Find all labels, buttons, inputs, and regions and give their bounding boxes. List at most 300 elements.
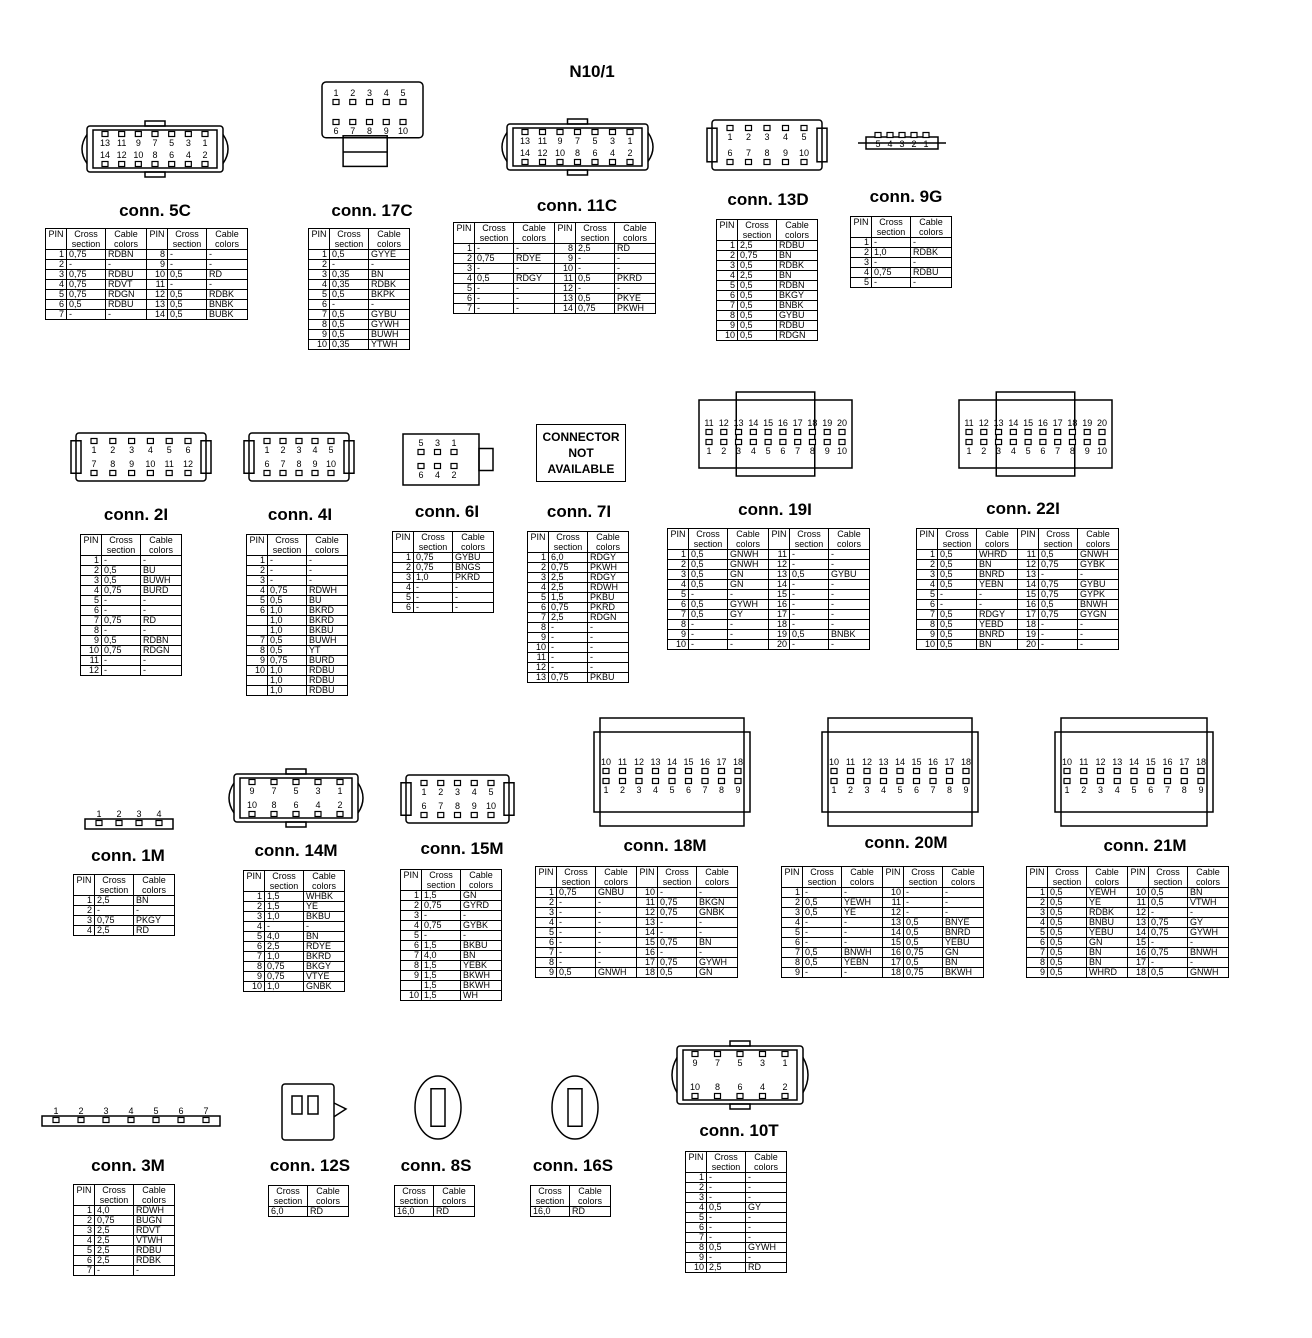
pin-number: 10 — [600, 757, 612, 767]
pin-terminal — [636, 779, 642, 784]
connector-title: conn. 9G — [869, 187, 943, 206]
cross-section-cell: 0,75 — [422, 921, 461, 931]
cable-color-cell: BUWH — [141, 576, 182, 586]
pin-cell: 1 — [851, 238, 872, 248]
pin-terminal — [169, 132, 175, 137]
pin-cell: 9 — [247, 656, 268, 666]
cable-color-cell: RDBK — [207, 290, 248, 300]
table-row — [528, 603, 629, 613]
pin-terminal — [1198, 769, 1204, 774]
pin-cell: 8 — [686, 1243, 707, 1253]
table-row — [1027, 888, 1229, 898]
pin-cell: 2 — [536, 898, 557, 908]
pin-cell: 12 — [81, 666, 102, 676]
pin-number: 12 — [718, 418, 729, 428]
pin-cell: 16 — [637, 948, 658, 958]
cable-colors-header: Cable colors — [570, 1186, 611, 1207]
pin-table-3m — [73, 1184, 175, 1276]
pin-terminal — [780, 430, 786, 435]
pin-terminal — [1064, 769, 1070, 774]
table-row — [401, 961, 502, 971]
pin-terminal — [875, 133, 881, 138]
pin-terminal — [315, 780, 321, 785]
cross-section-cell: - — [790, 580, 829, 590]
table-row — [81, 666, 182, 676]
cross-section-cell: 2,5 — [549, 573, 588, 583]
cable-color-cell: BN — [977, 640, 1018, 650]
pin-terminal — [963, 779, 969, 784]
cross-section-cell: 6,0 — [269, 1207, 308, 1217]
pin-number: 5 — [328, 445, 334, 455]
cable-color-cell: RDVT — [106, 280, 147, 290]
pin-terminal — [947, 769, 953, 774]
pin-cell: 2 — [247, 566, 268, 576]
pin-number: 17 — [944, 757, 955, 767]
pin-cell: 17 — [883, 958, 904, 968]
pin-number: 12 — [978, 418, 989, 428]
pin-cell: 14 — [637, 928, 658, 938]
cable-colors-header: Cable colors — [106, 229, 147, 250]
table-row — [536, 898, 738, 908]
table-row — [528, 573, 629, 583]
cable-color-cell: GY — [1188, 918, 1229, 928]
table-row — [536, 908, 738, 918]
table-row — [247, 616, 348, 626]
cable-color-cell: - — [615, 264, 656, 274]
cable-color-cell: GN — [728, 580, 769, 590]
cable-color-cell: RD — [207, 270, 248, 280]
cross-section-cell: 0,5 — [689, 550, 728, 560]
pin-cell: 4 — [454, 274, 475, 284]
cross-section-cell: - — [168, 280, 207, 290]
cable-color-cell: GN — [461, 891, 502, 901]
cable-color-cell: - — [697, 888, 738, 898]
cross-section-cell: - — [95, 906, 134, 916]
pin-cell: 12 — [528, 663, 549, 673]
pin-cell: 1 — [401, 891, 422, 901]
connector-title: conn. 5C — [119, 201, 191, 220]
cross-section-cell: 0,75 — [549, 563, 588, 573]
cross-section-cell: 2,5 — [95, 896, 134, 906]
pin-terminal — [110, 439, 116, 444]
cable-color-cell: BN — [461, 951, 502, 961]
cable-color-cell: - — [588, 643, 629, 653]
pin-terminal — [328, 471, 334, 476]
pin-terminal — [966, 430, 972, 435]
pin-cell: 1 — [668, 550, 689, 560]
pin-number: 3 — [136, 809, 142, 819]
connector-22i-drawing — [957, 390, 1114, 478]
cross-section-cell: 1,5 — [422, 991, 461, 1001]
pin-number: 7 — [795, 446, 801, 456]
pin-number: 7 — [152, 138, 158, 148]
pin-cell: 1 — [74, 1206, 95, 1216]
cable-color-cell: VTWH — [1188, 898, 1229, 908]
pin-table-17c — [308, 228, 410, 350]
table-header-row — [717, 220, 818, 241]
pin-cell: 7 — [46, 310, 67, 320]
pin-terminal — [119, 162, 125, 167]
cross-section-cell: 0,5 — [1048, 898, 1087, 908]
pin-cell: 12 — [769, 560, 790, 570]
pin-cell: 10 — [883, 888, 904, 898]
cable-color-cell: BUWH — [307, 636, 348, 646]
table-row — [81, 576, 182, 586]
cross-section-cell: 1,0 — [265, 952, 304, 962]
table-row — [244, 972, 345, 982]
pin-terminal — [1148, 769, 1154, 774]
table-row — [851, 258, 952, 268]
cross-section-cell: 0,5 — [330, 330, 369, 340]
pin-terminal — [280, 471, 286, 476]
cross-section-cell: - — [707, 1193, 746, 1203]
pin-cell: 1 — [244, 892, 265, 902]
cable-color-cell: RDBU — [307, 666, 348, 676]
cross-section-cell: 1,0 — [414, 573, 453, 583]
cross-section-cell: 1,5 — [265, 892, 304, 902]
cross-section-cell: - — [268, 556, 307, 566]
pin-table-8s — [394, 1185, 475, 1217]
cable-color-cell: - — [453, 583, 494, 593]
cable-colors-header: Cable colors — [842, 867, 883, 888]
table-row — [536, 948, 738, 958]
table-row — [401, 911, 502, 921]
pin-number: 11 — [537, 136, 548, 146]
cross-section-cell: - — [576, 284, 615, 294]
cross-section-cell: 0,5 — [938, 640, 977, 650]
pin-number: 14 — [666, 757, 678, 767]
table-row — [393, 573, 494, 583]
pin-cell: 12 — [147, 290, 168, 300]
pin-number: 4 — [312, 445, 318, 455]
pin-terminal — [981, 440, 987, 445]
pin-terminal — [620, 779, 626, 784]
pin-number: 11 — [617, 757, 628, 767]
pin-cell: 10 — [309, 340, 330, 350]
pin-terminal — [783, 160, 789, 165]
cross-section-cell: 0,5 — [738, 291, 777, 301]
cable-color-cell: YEBK — [461, 961, 502, 971]
cable-colors-header: Cable colors — [134, 1185, 175, 1206]
cross-section-cell: 0,5 — [938, 560, 977, 570]
cross-section-cell: 2,5 — [95, 1226, 134, 1236]
cable-color-cell: YEBN — [977, 580, 1018, 590]
connector-title: conn. 19I — [738, 500, 812, 519]
cable-color-cell: BNWH — [842, 948, 883, 958]
connector-9g-drawing — [858, 125, 946, 159]
pin-cell: 7 — [717, 301, 738, 311]
cable-color-cell: BNBK — [207, 300, 248, 310]
cross-section-cell: 0,5 — [1048, 938, 1087, 948]
table-row — [74, 1216, 175, 1226]
cable-color-cell: RDGY — [588, 573, 629, 583]
pin-number: 1 — [727, 132, 733, 142]
pin-number: 3 — [1097, 785, 1104, 795]
pin-number: 9 — [312, 459, 318, 469]
pin-terminal — [1069, 440, 1075, 445]
pin-terminal — [715, 1052, 721, 1057]
pin-cell: 8 — [81, 626, 102, 636]
cable-color-cell: BKRD — [304, 952, 345, 962]
cross-section-header: Cross section — [95, 1185, 134, 1206]
cross-section-cell: - — [557, 958, 596, 968]
cross-section-header: Cross section — [872, 217, 911, 238]
pin-terminal — [264, 471, 270, 476]
pin-number: 2 — [1081, 785, 1087, 795]
table-row — [247, 596, 348, 606]
pin-cell: 12 — [1018, 560, 1039, 570]
pin-number: 3 — [185, 138, 191, 148]
cross-section-cell: - — [803, 928, 842, 938]
cross-section-cell: 0,5 — [938, 570, 977, 580]
pin-number: 2 — [627, 148, 633, 158]
pin-number: 8 — [296, 459, 302, 469]
cross-section-cell: 0,75 — [67, 280, 106, 290]
cross-section-cell: - — [658, 888, 697, 898]
pin-terminal — [848, 769, 854, 774]
pin-terminal — [923, 133, 929, 138]
pin-cell: 8 — [309, 320, 330, 330]
pin-cell: 3 — [393, 573, 414, 583]
cable-color-cell: GYBU — [453, 553, 494, 563]
pin-cell: 7 — [309, 310, 330, 320]
pin-number: 5 — [293, 786, 299, 796]
pin-cell: 8 — [528, 623, 549, 633]
pin-terminal — [1055, 440, 1061, 445]
cable-color-cell: RD — [134, 926, 175, 936]
pin-number: 7 — [702, 785, 708, 795]
cable-color-cell: BKGY — [777, 291, 818, 301]
table-row — [536, 938, 738, 948]
cable-color-cell: BU — [307, 596, 348, 606]
cable-color-cell: GNBU — [596, 888, 637, 898]
pin-cell: 2 — [401, 901, 422, 911]
pin-cell: 9 — [81, 636, 102, 646]
cable-color-cell: YTWH — [369, 340, 410, 350]
cross-section-cell: - — [102, 556, 141, 566]
pin-terminal — [421, 813, 427, 818]
connector-11c-drawing — [495, 118, 660, 176]
pin-number: 17 — [792, 418, 803, 428]
pin-cell: 10 — [637, 888, 658, 898]
table-row — [686, 1213, 787, 1223]
pin-number: 2 — [911, 139, 917, 149]
cross-section-header: Cross section — [1039, 529, 1078, 550]
pin-number: 1 — [1064, 785, 1070, 795]
pin-number: 10 — [145, 459, 156, 469]
pin-terminal — [185, 439, 191, 444]
pin-number: 10 — [485, 801, 497, 811]
table-row — [244, 942, 345, 952]
connector-12s-drawing — [280, 1082, 350, 1142]
cable-color-cell: - — [829, 550, 870, 560]
pin-number: 3 — [736, 446, 742, 456]
pin-table-6i — [392, 531, 494, 613]
pin-cell: 11 — [1018, 550, 1039, 560]
cable-color-cell: BKPK — [369, 290, 410, 300]
pin-number: 3 — [434, 438, 441, 448]
pin-cell: 4 — [1027, 918, 1048, 928]
cable-color-cell: BU — [141, 566, 182, 576]
cross-section-cell: 0,75 — [904, 968, 943, 978]
cable-color-cell: BN — [977, 560, 1018, 570]
cross-section-cell: - — [707, 1213, 746, 1223]
table-header-row — [74, 1185, 175, 1206]
pin-cell: 3 — [74, 1226, 95, 1236]
pin-cell: 1 — [528, 553, 549, 563]
connector-3m-drawing — [42, 1100, 220, 1130]
pin-number: 9 — [249, 786, 255, 796]
pin-terminal — [736, 440, 742, 445]
cable-color-cell: RDBK — [134, 1256, 175, 1266]
pin-number: 9 — [824, 446, 830, 456]
cable-color-cell: GYWH — [746, 1243, 787, 1253]
cross-section-cell: - — [102, 596, 141, 606]
cross-section-header: Cross section — [268, 535, 307, 556]
table-row — [782, 938, 984, 948]
pin-cell: 9 — [1027, 968, 1048, 978]
pin-terminal — [435, 464, 441, 469]
cross-section-cell: 0,75 — [904, 948, 943, 958]
pin-number: 10 — [133, 150, 144, 160]
pin-terminal — [166, 471, 172, 476]
connector-title: conn. 6I — [414, 502, 480, 521]
cable-colors-header: Cable colors — [777, 220, 818, 241]
cross-section-cell: 4,0 — [422, 951, 461, 961]
cable-color-cell: BKGN — [697, 898, 738, 908]
pin-cell: 13 — [637, 918, 658, 928]
cross-section-header: Cross section — [790, 529, 829, 550]
pin-cell: 13 — [1128, 918, 1149, 928]
pin-cell: 20 — [769, 640, 790, 650]
table-row — [851, 248, 952, 258]
pin-table-22i — [916, 528, 1119, 650]
pin-number: 5 — [875, 139, 881, 149]
pin-terminal — [809, 430, 815, 435]
pin-terminal — [914, 769, 920, 774]
cable-color-cell: - — [977, 590, 1018, 600]
cross-section-cell: 0,5 — [102, 566, 141, 576]
cable-color-cell: RD — [434, 1207, 475, 1217]
cross-section-cell: 2,5 — [707, 1263, 746, 1273]
cross-section-cell: 16,0 — [531, 1207, 570, 1217]
pin-terminal — [249, 812, 255, 817]
cross-section-cell: 0,75 — [738, 251, 777, 261]
cross-section-cell: - — [475, 294, 514, 304]
pin-terminal — [1114, 779, 1120, 784]
pin-cell: 13 — [1018, 570, 1039, 580]
pin-cell: 8 — [147, 250, 168, 260]
cable-color-cell: GYWH — [369, 320, 410, 330]
pin-cell: 6 — [393, 603, 414, 613]
cable-color-cell: GY — [728, 610, 769, 620]
pin-number: 20 — [1096, 418, 1108, 428]
cable-color-cell: - — [141, 596, 182, 606]
cross-section-cell: - — [168, 260, 207, 270]
cross-section-cell: 0,5 — [689, 560, 728, 570]
cross-section-cell: 0,5 — [576, 274, 615, 284]
table-row — [81, 636, 182, 646]
pin-number: 1 — [202, 138, 208, 148]
pin-cell: 7 — [244, 952, 265, 962]
cable-color-cell: - — [596, 948, 637, 958]
pin-terminal — [783, 126, 789, 131]
cross-section-cell: - — [475, 244, 514, 254]
table-row — [1027, 958, 1229, 968]
pin-number: 3 — [315, 786, 321, 796]
cross-section-header: Cross section — [1149, 867, 1188, 888]
pin-terminal — [897, 769, 903, 774]
pin-number: 3 — [759, 1058, 766, 1068]
cross-section-cell: 0,35 — [330, 270, 369, 280]
pin-cell: 1 — [247, 556, 268, 566]
cross-section-cell: 1,0 — [265, 982, 304, 992]
pin-cell: 7 — [81, 616, 102, 626]
pin-header: PIN — [686, 1152, 707, 1173]
table-row — [46, 310, 248, 320]
pin-header: PIN — [309, 229, 330, 250]
pin-cell — [247, 626, 268, 636]
cross-section-cell: 0,5 — [904, 928, 943, 938]
cross-section-cell: 0,75 — [658, 938, 697, 948]
cross-section-cell: 0,5 — [938, 550, 977, 560]
pin-number: 1 — [333, 88, 339, 98]
cross-section-cell: - — [557, 918, 596, 928]
pin-terminal — [824, 440, 830, 445]
pin-terminal — [271, 780, 277, 785]
pin-terminal — [1198, 779, 1204, 784]
pin-cell: 3 — [782, 908, 803, 918]
cross-section-cell: 0,5 — [738, 311, 777, 321]
pin-cell: 3 — [244, 912, 265, 922]
cable-color-cell: - — [697, 918, 738, 928]
pin-table-10t — [685, 1151, 787, 1273]
cross-section-cell: 0,75 — [422, 901, 461, 911]
cross-section-cell: 2,5 — [738, 271, 777, 281]
table-row — [81, 606, 182, 616]
pin-table-13d — [716, 219, 818, 341]
pin-header: PIN — [536, 867, 557, 888]
pin-cell: 6 — [46, 300, 67, 310]
cable-color-cell: - — [134, 1266, 175, 1276]
pin-cell: 13 — [769, 570, 790, 580]
pin-terminal — [1081, 769, 1087, 774]
cross-section-header: Cross section — [269, 1186, 308, 1207]
pin-number: 10 — [798, 148, 810, 158]
pin-cell: 3 — [81, 576, 102, 586]
table-row — [247, 666, 348, 676]
pin-cell: 10 — [686, 1263, 707, 1273]
pin-terminal — [1010, 440, 1016, 445]
cross-section-cell: 2,5 — [95, 926, 134, 936]
pin-cell: 4 — [401, 921, 422, 931]
cable-color-cell: - — [829, 590, 870, 600]
cross-section-cell: 0,5 — [268, 596, 307, 606]
pin-header: PIN — [717, 220, 738, 241]
cross-section-header: Cross section — [414, 532, 453, 553]
pin-number: 6 — [169, 150, 175, 160]
table-row — [247, 626, 348, 636]
table-row — [74, 896, 175, 906]
cross-section-cell: 0,5 — [330, 320, 369, 330]
cross-section-cell: - — [549, 653, 588, 663]
pin-cell: 13 — [147, 300, 168, 310]
cross-section-cell: 4,0 — [95, 1206, 134, 1216]
pin-number: 6 — [727, 148, 733, 158]
pin-number: 15 — [763, 418, 774, 428]
table-row — [686, 1183, 787, 1193]
pin-terminal — [996, 430, 1002, 435]
